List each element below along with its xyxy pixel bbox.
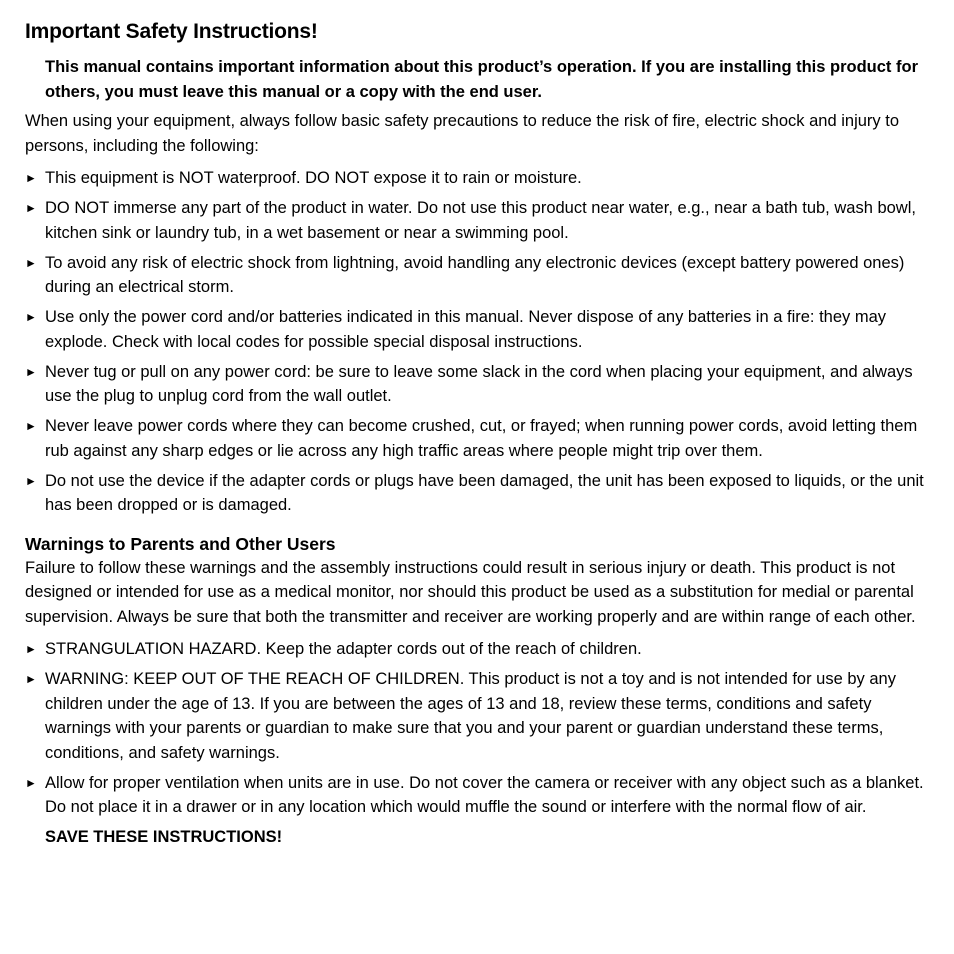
bullet-arrow-icon: ► xyxy=(25,419,37,433)
bullet-arrow-icon: ► xyxy=(25,473,37,488)
warnings-list xyxy=(25,637,927,820)
list-item: ► STRANGULATION HAZARD. Keep the adapter cords out of the reach of children. xyxy=(25,637,927,662)
list-item: ► Never leave power cords where they can become crushed, cut, or frayed; when running power cords, avoid letting them rub against any sharp edges or lie across any high traffic areas where people might trip over them. xyxy=(25,414,927,463)
bullet-arrow-icon: ► xyxy=(25,255,37,270)
list-item: ► DO NOT immerse any part of the product in water. Do not use this product near water, e.g., near a bath tub, wash bowl, kitchen sink or laundry tub, in a wet basement or near a swimming pool. xyxy=(25,196,927,245)
warnings-heading: Warnings to Parents and Other Users xyxy=(25,533,336,554)
manual-notice: This manual contains important information about this product’s operation. If you are installing this product for others, you must leave this manual or a copy with the end user. xyxy=(45,58,919,101)
bullet-arrow-icon: ► xyxy=(25,642,37,656)
list-item: ► WARNING: KEEP OUT OF THE REACH OF CHILDREN. This product is not a toy and is not intended for use by any children under the age of 13. If you are between the ages of 13 and 18, review these terms, conditions and safety warnings with your parents or guardian to make sure that you and your parent or guardian understand these terms, conditions, and safety warnings. xyxy=(25,667,927,765)
list-item: ► Do not use the device if the adapter cords or plugs have been damaged, the unit has been exposed to liquids, or the unit has been dropped or is damaged. xyxy=(25,469,927,518)
safety-list xyxy=(25,166,927,518)
list-item: ► This equipment is NOT waterproof. DO NOT expose it to rain or moisture. xyxy=(25,166,927,191)
list-item: ► Never tug or pull on any power cord: be sure to leave some slack in the cord when placing your equipment, and always use the plug to unplug cord from the wall outlet. xyxy=(25,360,927,409)
document-page xyxy=(25,18,927,849)
list-item: ► Use only the power cord and/or batteries indicated in this manual. Never dispose of any batteries in a fire: they may explode. Check with local codes for possible special disposal instructions. xyxy=(25,305,927,354)
save-instructions-text: SAVE THESE INSTRUCTIONS! xyxy=(45,828,283,846)
bullet-arrow-icon: ► xyxy=(25,201,37,215)
bullet-arrow-icon: ► xyxy=(25,672,37,686)
warnings-intro: Failure to follow these warnings and the assembly instructions could result in serious injury or death. This product is not designed or intended for use as a medical monitor, nor should this product be used as a substitution for medial or parental supervision. Always be sure that both the transmitter and receiver are working properly and are within range of each other. xyxy=(25,558,916,626)
bullet-arrow-icon: ► xyxy=(25,775,37,790)
page-title: Important Safety Instructions! xyxy=(25,20,318,43)
bullet-arrow-icon: ► xyxy=(25,171,37,185)
safety-intro: When using your equipment, always follow basic safety precautions to reduce the risk of fire, electric shock and injury to persons, including the following: xyxy=(25,112,900,155)
list-item: ► Allow for proper ventilation when units are in use. Do not cover the camera or receiver with any object such as a blanket. Do not place it in a drawer or in any location which would muffle the sound or interfere with the normal flow of air. xyxy=(25,771,927,820)
bullet-arrow-icon: ► xyxy=(25,364,37,379)
bullet-arrow-icon: ► xyxy=(25,310,37,324)
list-item: ► To avoid any risk of electric shock from lightning, avoid handling any electronic devices (except battery powered ones) during an electrical storm. xyxy=(25,251,927,300)
